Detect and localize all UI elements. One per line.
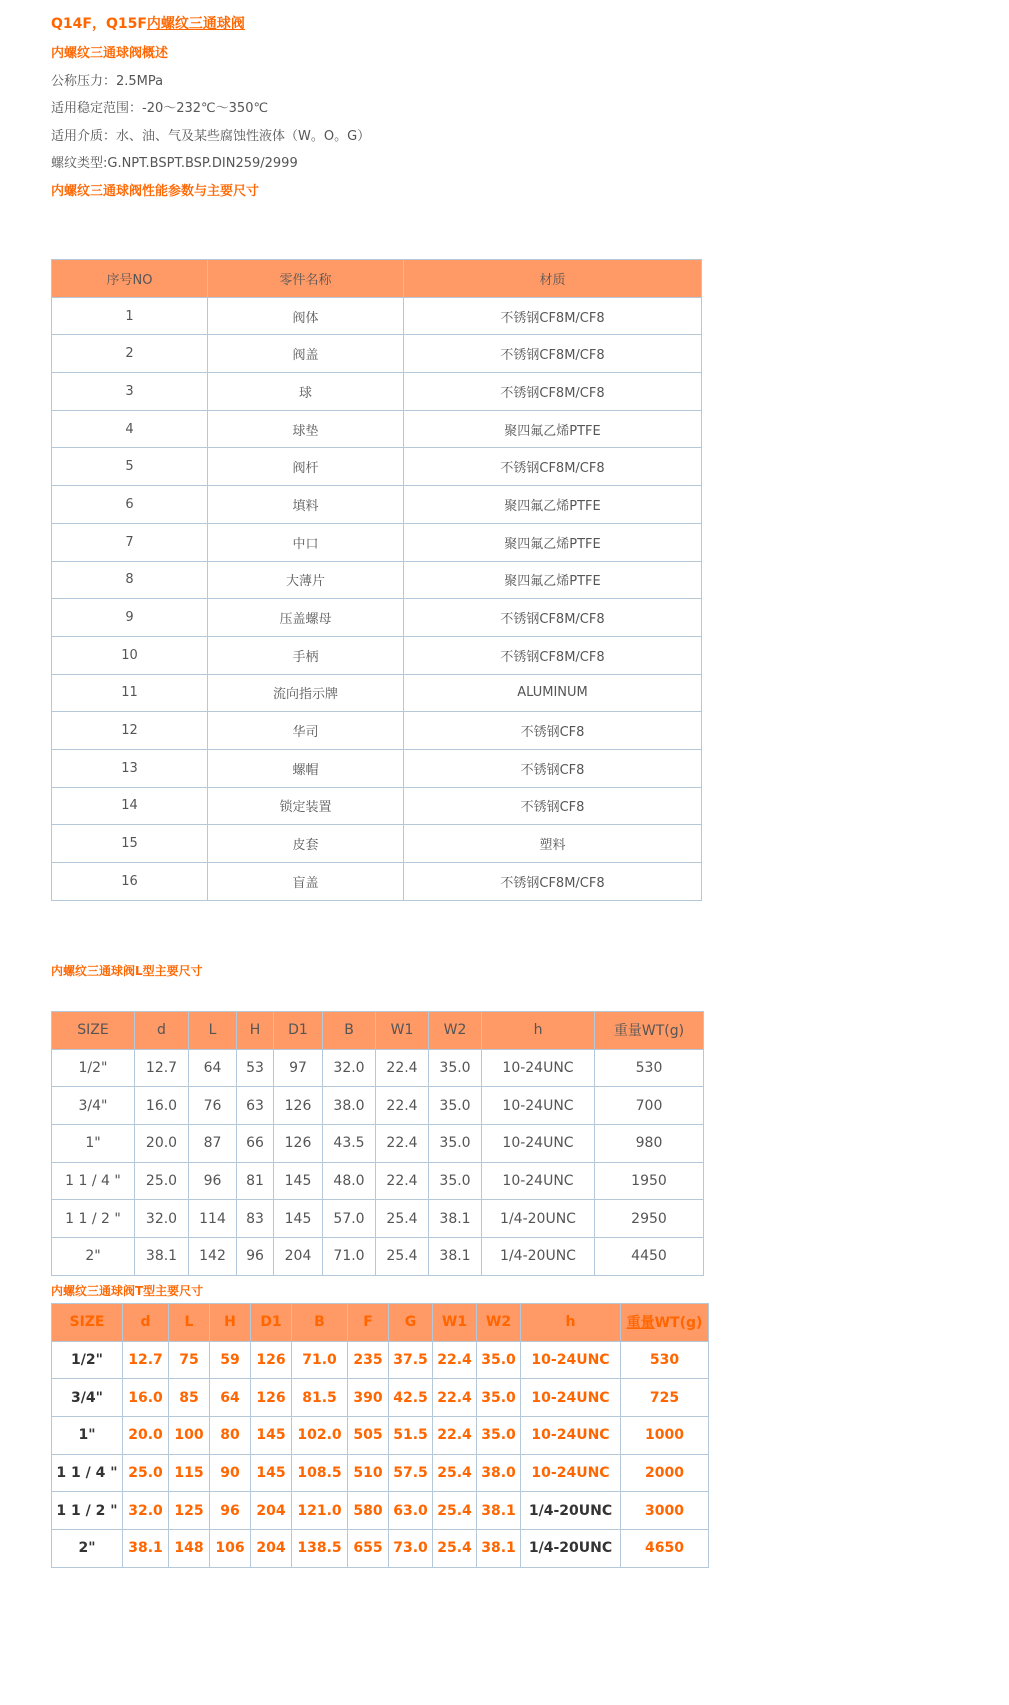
- part-name: 盲盖: [208, 863, 404, 901]
- l-type-header-cell: W1: [376, 1012, 429, 1050]
- t-type-cell: 510: [348, 1454, 389, 1492]
- t-type-cell: 12.7: [123, 1341, 169, 1379]
- l-type-cell: 530: [595, 1049, 704, 1087]
- l-type-cell: 145: [274, 1200, 323, 1238]
- part-material: 不锈钢CF8: [404, 712, 702, 750]
- part-no: 11: [52, 674, 208, 712]
- part-no: 4: [52, 410, 208, 448]
- l-type-cell: 22.4: [376, 1049, 429, 1087]
- l-type-cell: 35.0: [429, 1125, 482, 1163]
- part-name: 阀体: [208, 297, 404, 335]
- l-type-table-row: [52, 1162, 704, 1200]
- t-type-cell: 2": [52, 1530, 123, 1568]
- parts-table-row: [52, 373, 702, 411]
- t-type-cell: 80: [210, 1417, 251, 1455]
- part-material: 不锈钢CF8M/CF8: [404, 373, 702, 411]
- part-no: 6: [52, 486, 208, 524]
- part-name: 球垫: [208, 410, 404, 448]
- l-type-cell: 142: [189, 1238, 237, 1276]
- parts-table-row: [52, 410, 702, 448]
- t-type-cell: 235: [348, 1341, 389, 1379]
- part-material: ALUMINUM: [404, 674, 702, 712]
- part-material: 不锈钢CF8M/CF8: [404, 636, 702, 674]
- t-type-cell: 25.0: [123, 1454, 169, 1492]
- part-material: 不锈钢CF8M/CF8: [404, 448, 702, 486]
- parts-table-row: [52, 863, 702, 901]
- l-type-cell: 66: [237, 1125, 274, 1163]
- pressure-line: 公称压力：2.5MPa: [51, 74, 164, 89]
- t-type-cell: 102.0: [292, 1417, 348, 1455]
- overview-heading: 内螺纹三通球阀概述: [51, 46, 169, 61]
- l-type-cell: 2": [52, 1238, 135, 1276]
- t-type-cell: 1000: [621, 1417, 709, 1455]
- t-type-header-row: [52, 1304, 709, 1342]
- t-type-header-cell: B: [292, 1304, 348, 1342]
- part-no: 12: [52, 712, 208, 750]
- part-name: 手柄: [208, 636, 404, 674]
- part-material: 不锈钢CF8: [404, 787, 702, 825]
- l-type-cell: 53: [237, 1049, 274, 1087]
- l-type-cell: 35.0: [429, 1049, 482, 1087]
- part-name: 螺帽: [208, 749, 404, 787]
- header-no: 序号NO: [52, 260, 208, 298]
- parts-table-row: [52, 825, 702, 863]
- l-type-cell: 38.1: [135, 1238, 189, 1276]
- l-type-cell: 3/4": [52, 1087, 135, 1125]
- l-type-cell: 32.0: [323, 1049, 376, 1087]
- t-type-table: [51, 1303, 709, 1568]
- l-type-cell: 35.0: [429, 1162, 482, 1200]
- parts-table-row: [52, 486, 702, 524]
- t-type-cell: 10-24UNC: [521, 1379, 621, 1417]
- t-type-cell: 1/2": [52, 1341, 123, 1379]
- parts-header-row: [52, 260, 702, 298]
- t-type-header-cell: h: [521, 1304, 621, 1342]
- t-type-cell: 115: [169, 1454, 210, 1492]
- part-name: 锁定装置: [208, 787, 404, 825]
- part-name: 球: [208, 373, 404, 411]
- part-name: 华司: [208, 712, 404, 750]
- t-type-cell: 204: [251, 1530, 292, 1568]
- t-type-cell: 16.0: [123, 1379, 169, 1417]
- l-type-cell: 10-24UNC: [482, 1049, 595, 1087]
- part-no: 5: [52, 448, 208, 486]
- page-title: [51, 13, 245, 33]
- t-type-cell: 25.4: [433, 1454, 477, 1492]
- t-type-header-cell: H: [210, 1304, 251, 1342]
- l-type-cell: 96: [189, 1162, 237, 1200]
- t-type-cell: 37.5: [389, 1341, 433, 1379]
- l-type-cell: 2950: [595, 1200, 704, 1238]
- t-type-cell: 20.0: [123, 1417, 169, 1455]
- parts-table-row: [52, 787, 702, 825]
- part-no: 3: [52, 373, 208, 411]
- part-no: 10: [52, 636, 208, 674]
- t-type-cell: 1": [52, 1417, 123, 1455]
- medium-line: 适用介质：水、油、气及某些腐蚀性液体（W。O。G）: [51, 129, 371, 144]
- part-name: 压盖螺母: [208, 599, 404, 637]
- l-type-cell: 204: [274, 1238, 323, 1276]
- l-type-cell: 63: [237, 1087, 274, 1125]
- t-type-cell: 59: [210, 1341, 251, 1379]
- l-type-cell: 83: [237, 1200, 274, 1238]
- l-type-cell: 38.0: [323, 1087, 376, 1125]
- thread-line: 螺纹类型:G.NPT.BSPT.BSP.DIN259/2999: [51, 156, 298, 171]
- t-type-table-row: [52, 1379, 709, 1417]
- weight-label-underlined: 重量: [626, 1315, 655, 1332]
- l-type-cell: 1/2": [52, 1049, 135, 1087]
- t-type-header-cell: G: [389, 1304, 433, 1342]
- t-type-cell: 90: [210, 1454, 251, 1492]
- l-type-cell: 12.7: [135, 1049, 189, 1087]
- l-type-header-cell: D1: [274, 1012, 323, 1050]
- t-type-header-cell: F: [348, 1304, 389, 1342]
- t-type-cell: 725: [621, 1379, 709, 1417]
- l-type-table-row: [52, 1200, 704, 1238]
- l-type-cell: 10-24UNC: [482, 1087, 595, 1125]
- part-no: 9: [52, 599, 208, 637]
- l-type-header-cell: 重量WT(g): [595, 1012, 704, 1050]
- l-type-cell: 1": [52, 1125, 135, 1163]
- temperature-line: 适用稳定范围：-20～232℃～350℃: [51, 101, 269, 116]
- t-type-cell: 85: [169, 1379, 210, 1417]
- t-type-cell: 3/4": [52, 1379, 123, 1417]
- t-type-cell: 57.5: [389, 1454, 433, 1492]
- part-no: 13: [52, 749, 208, 787]
- l-type-header-cell: B: [323, 1012, 376, 1050]
- weight-label-rest: WT(g): [654, 1315, 703, 1332]
- l-type-header-cell: d: [135, 1012, 189, 1050]
- t-type-cell: 10-24UNC: [521, 1341, 621, 1379]
- t-type-cell: 38.1: [123, 1530, 169, 1568]
- part-no: 15: [52, 825, 208, 863]
- l-type-cell: 38.1: [429, 1238, 482, 1276]
- l-type-cell: 1/4-20UNC: [482, 1200, 595, 1238]
- parts-table-row: [52, 335, 702, 373]
- part-material: 不锈钢CF8M/CF8: [404, 297, 702, 335]
- l-type-table-row: [52, 1087, 704, 1125]
- header-material: 材质: [404, 260, 702, 298]
- t-type-cell: 4650: [621, 1530, 709, 1568]
- l-type-heading: 内螺纹三通球阀L型主要尺寸: [51, 964, 203, 978]
- t-type-cell: 125: [169, 1492, 210, 1530]
- l-type-cell: 980: [595, 1125, 704, 1163]
- l-type-cell: 25.0: [135, 1162, 189, 1200]
- t-type-cell: 42.5: [389, 1379, 433, 1417]
- t-type-cell: 35.0: [477, 1417, 521, 1455]
- t-type-cell: 38.0: [477, 1454, 521, 1492]
- t-type-header-cell: L: [169, 1304, 210, 1342]
- l-type-cell: 81: [237, 1162, 274, 1200]
- t-type-cell: 71.0: [292, 1341, 348, 1379]
- l-type-cell: 57.0: [323, 1200, 376, 1238]
- l-type-cell: 22.4: [376, 1162, 429, 1200]
- part-no: 16: [52, 863, 208, 901]
- l-type-table-row: [52, 1049, 704, 1087]
- l-type-cell: 1/4-20UNC: [482, 1238, 595, 1276]
- l-type-cell: 25.4: [376, 1238, 429, 1276]
- l-type-cell: 43.5: [323, 1125, 376, 1163]
- l-type-cell: 16.0: [135, 1087, 189, 1125]
- part-material: 不锈钢CF8: [404, 749, 702, 787]
- part-name: 大薄片: [208, 561, 404, 599]
- l-type-table: [51, 1011, 704, 1276]
- l-type-cell: 145: [274, 1162, 323, 1200]
- title-link[interactable]: 内螺纹三通球阀: [146, 16, 245, 32]
- l-type-cell: 1 1 / 4 ": [52, 1162, 135, 1200]
- l-type-cell: 97: [274, 1049, 323, 1087]
- t-type-header-cell: W2: [477, 1304, 521, 1342]
- t-type-cell: 10-24UNC: [521, 1417, 621, 1455]
- t-type-cell: 25.4: [433, 1530, 477, 1568]
- title-prefix: Q14F，Q15F: [51, 16, 147, 32]
- t-type-cell: 35.0: [477, 1379, 521, 1417]
- t-type-cell: 63.0: [389, 1492, 433, 1530]
- l-type-cell: 126: [274, 1087, 323, 1125]
- parts-table-row: [52, 674, 702, 712]
- l-type-cell: 4450: [595, 1238, 704, 1276]
- params-heading: 内螺纹三通球阀性能参数与主要尺寸: [51, 184, 260, 199]
- t-type-header-cell: SIZE: [52, 1304, 123, 1342]
- t-type-cell: 1 1 / 2 ": [52, 1492, 123, 1530]
- t-type-cell: 22.4: [433, 1417, 477, 1455]
- t-type-cell: 38.1: [477, 1492, 521, 1530]
- l-type-cell: 25.4: [376, 1200, 429, 1238]
- t-type-table-row: [52, 1454, 709, 1492]
- part-name: 阀盖: [208, 335, 404, 373]
- l-type-cell: 48.0: [323, 1162, 376, 1200]
- t-type-header-cell: W1: [433, 1304, 477, 1342]
- part-material: 不锈钢CF8M/CF8: [404, 335, 702, 373]
- parts-table-row: [52, 749, 702, 787]
- l-type-cell: 1 1 / 2 ": [52, 1200, 135, 1238]
- t-type-cell: 51.5: [389, 1417, 433, 1455]
- part-material: 不锈钢CF8M/CF8: [404, 599, 702, 637]
- header-part-name: 零件名称: [208, 260, 404, 298]
- part-material: 聚四氟乙烯PTFE: [404, 486, 702, 524]
- parts-table-row: [52, 523, 702, 561]
- t-type-cell: 75: [169, 1341, 210, 1379]
- t-type-cell: 100: [169, 1417, 210, 1455]
- t-type-cell: 22.4: [433, 1341, 477, 1379]
- l-type-cell: 126: [274, 1125, 323, 1163]
- l-type-cell: 71.0: [323, 1238, 376, 1276]
- t-type-cell: 655: [348, 1530, 389, 1568]
- parts-table-row: [52, 636, 702, 674]
- t-type-cell: 108.5: [292, 1454, 348, 1492]
- part-name: 填料: [208, 486, 404, 524]
- t-type-cell: 580: [348, 1492, 389, 1530]
- l-type-cell: 22.4: [376, 1125, 429, 1163]
- part-material: 聚四氟乙烯PTFE: [404, 561, 702, 599]
- t-type-header-cell: d: [123, 1304, 169, 1342]
- t-type-cell: 1/4-20UNC: [521, 1492, 621, 1530]
- t-type-table-row: [52, 1417, 709, 1455]
- l-type-cell: 10-24UNC: [482, 1162, 595, 1200]
- l-type-cell: 38.1: [429, 1200, 482, 1238]
- parts-table-row: [52, 561, 702, 599]
- t-type-heading: 内螺纹三通球阀T型主要尺寸: [51, 1284, 204, 1298]
- parts-table-row: [52, 448, 702, 486]
- t-type-cell: 32.0: [123, 1492, 169, 1530]
- part-no: 8: [52, 561, 208, 599]
- t-type-cell: 1 1 / 4 ": [52, 1454, 123, 1492]
- l-type-cell: 20.0: [135, 1125, 189, 1163]
- t-type-table-row: [52, 1492, 709, 1530]
- l-type-cell: 114: [189, 1200, 237, 1238]
- t-type-cell: 25.4: [433, 1492, 477, 1530]
- parts-table-row: [52, 297, 702, 335]
- t-type-cell: 126: [251, 1341, 292, 1379]
- t-type-cell: 138.5: [292, 1530, 348, 1568]
- t-type-cell: 390: [348, 1379, 389, 1417]
- t-type-header-weight: [621, 1304, 709, 1342]
- t-type-cell: 121.0: [292, 1492, 348, 1530]
- part-name: 阀杆: [208, 448, 404, 486]
- t-type-cell: 148: [169, 1530, 210, 1568]
- t-type-cell: 145: [251, 1417, 292, 1455]
- part-no: 2: [52, 335, 208, 373]
- t-type-cell: 505: [348, 1417, 389, 1455]
- parts-table: [51, 259, 702, 901]
- t-type-cell: 2000: [621, 1454, 709, 1492]
- t-type-cell: 10-24UNC: [521, 1454, 621, 1492]
- parts-table-row: [52, 712, 702, 750]
- t-type-table-row: [52, 1530, 709, 1568]
- l-type-cell: 32.0: [135, 1200, 189, 1238]
- part-name: 流向指示牌: [208, 674, 404, 712]
- t-type-cell: 3000: [621, 1492, 709, 1530]
- part-material: 聚四氟乙烯PTFE: [404, 523, 702, 561]
- t-type-cell: 73.0: [389, 1530, 433, 1568]
- part-no: 14: [52, 787, 208, 825]
- t-type-cell: 22.4: [433, 1379, 477, 1417]
- t-type-cell: 81.5: [292, 1379, 348, 1417]
- t-type-cell: 145: [251, 1454, 292, 1492]
- l-type-cell: 76: [189, 1087, 237, 1125]
- t-type-cell: 126: [251, 1379, 292, 1417]
- l-type-table-row: [52, 1125, 704, 1163]
- l-type-cell: 64: [189, 1049, 237, 1087]
- part-no: 1: [52, 297, 208, 335]
- part-no: 7: [52, 523, 208, 561]
- l-type-header-cell: L: [189, 1012, 237, 1050]
- l-type-cell: 96: [237, 1238, 274, 1276]
- l-type-table-row: [52, 1238, 704, 1276]
- l-type-cell: 87: [189, 1125, 237, 1163]
- l-type-cell: 35.0: [429, 1087, 482, 1125]
- t-type-table-row: [52, 1341, 709, 1379]
- t-type-cell: 106: [210, 1530, 251, 1568]
- t-type-cell: 96: [210, 1492, 251, 1530]
- t-type-cell: 530: [621, 1341, 709, 1379]
- l-type-header-cell: h: [482, 1012, 595, 1050]
- t-type-header-cell: D1: [251, 1304, 292, 1342]
- l-type-cell: 700: [595, 1087, 704, 1125]
- l-type-cell: 10-24UNC: [482, 1125, 595, 1163]
- part-name: 皮套: [208, 825, 404, 863]
- t-type-cell: 38.1: [477, 1530, 521, 1568]
- l-type-cell: 22.4: [376, 1087, 429, 1125]
- parts-table-row: [52, 599, 702, 637]
- t-type-cell: 35.0: [477, 1341, 521, 1379]
- l-type-header-cell: H: [237, 1012, 274, 1050]
- t-type-cell: 1/4-20UNC: [521, 1530, 621, 1568]
- part-material: 塑料: [404, 825, 702, 863]
- l-type-cell: 1950: [595, 1162, 704, 1200]
- l-type-header-cell: SIZE: [52, 1012, 135, 1050]
- l-type-header-row: [52, 1012, 704, 1050]
- part-name: 中口: [208, 523, 404, 561]
- part-material: 不锈钢CF8M/CF8: [404, 863, 702, 901]
- t-type-cell: 64: [210, 1379, 251, 1417]
- t-type-cell: 204: [251, 1492, 292, 1530]
- l-type-header-cell: W2: [429, 1012, 482, 1050]
- part-material: 聚四氟乙烯PTFE: [404, 410, 702, 448]
